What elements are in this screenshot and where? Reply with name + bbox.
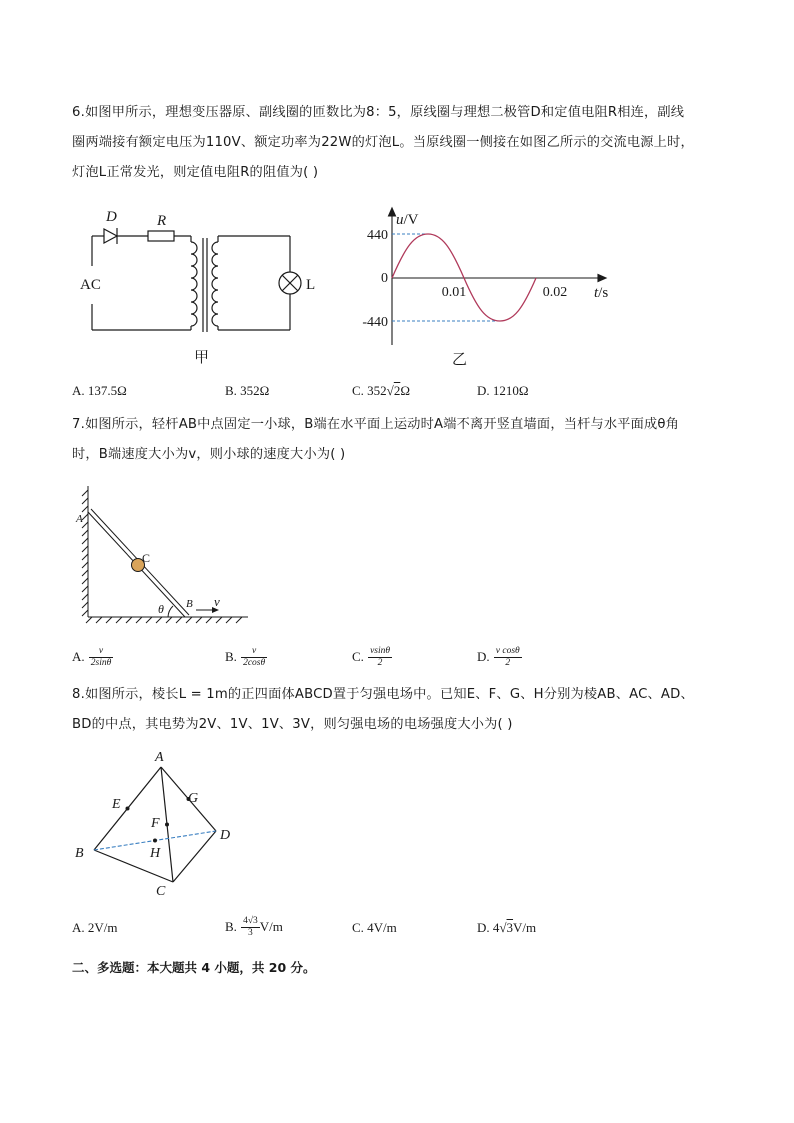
svg-text:t/s [594, 285, 608, 301]
q7-option-d-den: 2 [505, 658, 511, 668]
q6-line-2: 圈两端接有额定电压为110V、额定功率为22W的灯泡L。当原线圈一侧接在如图乙所示的交流电源上时， [72, 135, 694, 150]
q8-option-b-num: 4√3 [243, 916, 258, 926]
graph-ylabel-u: u [396, 212, 404, 228]
rod-label-a: A [76, 513, 83, 525]
q6-option-b[interactable]: B. 352Ω [225, 383, 270, 398]
q7-line-2: 时，B端速度大小为v，则小球的速度大小为( ) [72, 447, 346, 462]
circuit-caption: 甲 [194, 348, 210, 366]
q8-line-2: BD的中点，其电势为2V、1V、1V、3V，则匀强电场的电场强度大小为( ) [72, 717, 513, 732]
tet-label-d: D [220, 828, 231, 843]
q6-option-c[interactable] [352, 383, 410, 399]
q7-line-1: 7.如图所示，轻杆AB中点固定一小球，B端在水平面上运动时A端不离开竖直墙面，当杆与水平面成θ角 [72, 417, 680, 432]
rod-label-c: C [142, 551, 151, 565]
circuit-label-d: D [106, 209, 117, 225]
q8-option-d-prefix: D. 4 [477, 920, 500, 935]
q7-option-c[interactable] [352, 646, 392, 669]
q8-option-b-unit: V/m [259, 919, 283, 934]
tet-label-g: G [188, 791, 199, 806]
q7-options [72, 646, 722, 676]
graph-ylabel-unit: /V [403, 212, 419, 228]
q7-option-a-num: v [89, 646, 114, 658]
q8-option-b-den: 3 [248, 928, 253, 938]
q8-options [72, 916, 722, 946]
graph-caption: 乙 [452, 350, 468, 368]
q8-option-b[interactable] [225, 916, 283, 939]
q7-option-b[interactable] [225, 646, 267, 669]
q7-option-c-den: 2 [377, 658, 383, 668]
q8-option-d-unit: V/m [513, 920, 537, 935]
voltage-graph [350, 200, 630, 375]
q6-option-d[interactable]: D. 1210Ω [477, 383, 529, 398]
graph-ytick-neg440: -440 [362, 315, 388, 330]
q7-option-d[interactable] [477, 646, 522, 669]
graph-xlabel-t: t [594, 285, 599, 301]
graph-ytick-440: 440 [367, 228, 388, 243]
tet-label-e: E [112, 797, 121, 812]
q7-option-c-num: vsinθ [370, 646, 391, 656]
q7-option-a[interactable] [72, 646, 113, 669]
rod-label-b: B [186, 598, 193, 610]
q7-option-d-label: D. [477, 649, 490, 664]
q7-option-a-den: 2sinθ [90, 658, 112, 668]
rod-label-theta: θ [158, 602, 164, 616]
q6-line-1: 6.如图甲所示，理想变压器原、副线圈的匝数比为8：5，原线圈与理想二极管D和定值电阻R相连，副线 [72, 105, 685, 120]
circuit-label-l: L [306, 277, 316, 293]
circuit-figure [70, 200, 330, 375]
q7-option-c-label: C. [352, 649, 364, 664]
graph-xtick-001: 0.01 [441, 285, 467, 300]
tetrahedron-figure [70, 745, 250, 900]
sqrt-symbol: √ [386, 383, 394, 398]
q7-option-a-label: A. [72, 649, 85, 664]
question-6-text [72, 98, 722, 188]
q8-line-1: 8.如图所示，棱长L = 1m的正四面体ABCD置于匀强电场中。已知E、F、G、H分别为棱AB、AC、AD、 [72, 687, 694, 702]
q8-option-d[interactable] [477, 920, 536, 936]
circuit-label-ac: AC [80, 277, 101, 293]
q6-line-3: 灯泡L正常发光，则定值电阻R的阻值为( ) [72, 165, 319, 180]
svg-text:u/V [396, 212, 419, 228]
question-8-text [72, 680, 722, 740]
rod-figure [72, 482, 257, 627]
tet-label-h: H [150, 846, 161, 861]
q6-option-c-radicand: 2 [393, 383, 401, 398]
q8-option-d-radicand: 3 [506, 920, 514, 935]
q6-options [72, 383, 722, 409]
q8-option-b-label: B. [225, 919, 237, 934]
q7-option-b-den: 2cosθ [243, 658, 266, 668]
rod-label-v: v [214, 594, 220, 609]
tet-label-f: F [151, 816, 160, 831]
tet-label-b: B [75, 846, 84, 861]
q6-option-c-prefix: C. 352 [352, 383, 387, 398]
q7-option-d-num: v cosθ [495, 646, 520, 656]
q6-option-a[interactable]: A. 137.5Ω [72, 383, 127, 398]
tet-label-c: C [156, 884, 166, 899]
q8-option-c[interactable]: C. 4V/m [352, 920, 397, 935]
tet-label-a: A [155, 750, 164, 765]
q7-option-b-num: v [241, 646, 267, 658]
q7-option-b-label: B. [225, 649, 237, 664]
sqrt-symbol: √ [499, 920, 507, 935]
question-7-text [72, 410, 722, 470]
graph-ytick-0: 0 [381, 271, 388, 286]
section-2-heading: 二、多选题：本大题共 4 小题，共 20 分。 [72, 960, 316, 975]
circuit-label-r: R [157, 213, 167, 229]
q8-option-a[interactable]: A. 2V/m [72, 920, 118, 935]
q6-option-c-suffix: Ω [400, 383, 410, 398]
graph-xtick-002: 0.02 [542, 285, 568, 300]
graph-xlabel-unit: /s [598, 285, 609, 301]
